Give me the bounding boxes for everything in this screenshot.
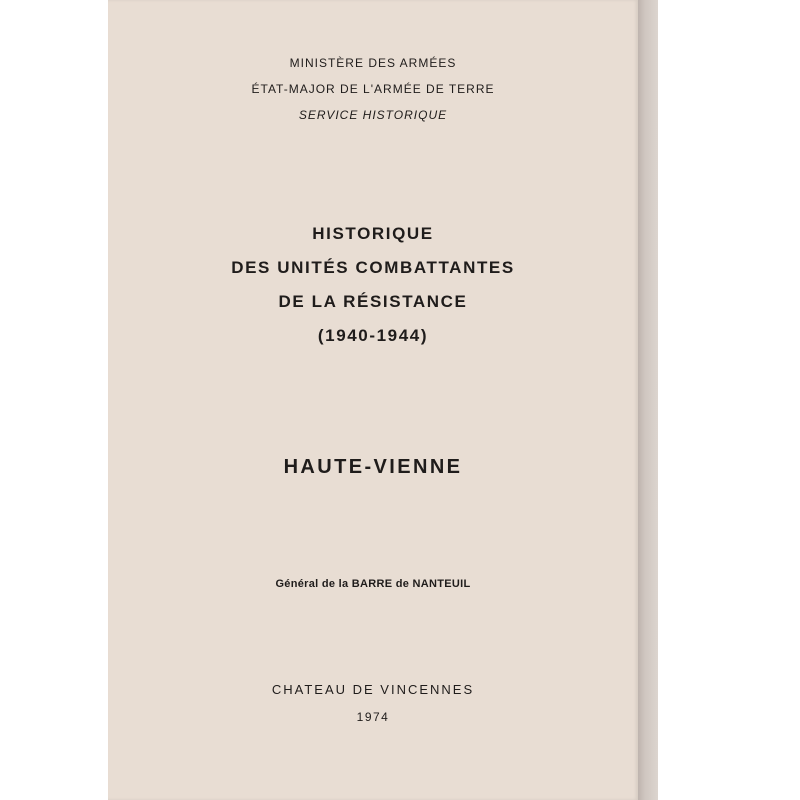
publisher-service: SERVICE HISTORIQUE: [298, 108, 448, 122]
title-dates: (1940-1944): [317, 326, 429, 345]
region-title: HAUTE-VIENNE: [283, 456, 463, 478]
book-page-edge: [636, 0, 658, 800]
title-line-2: DES UNITÉS COMBATTANTES: [231, 258, 515, 277]
imprint-year: 1974: [356, 710, 390, 724]
author-name: Général de la BARRE de NANTEUIL: [275, 578, 471, 590]
book-cover: [108, 0, 638, 800]
title-line-1: HISTORIQUE: [312, 224, 434, 243]
publisher-ministry: MINISTÈRE DES ARMÉES: [289, 56, 457, 70]
title-line-3: DE LA RÉSISTANCE: [278, 292, 468, 311]
publisher-staff: ÉTAT-MAJOR DE L'ARMÉE DE TERRE: [251, 82, 495, 96]
imprint-place: CHATEAU DE VINCENNES: [271, 682, 475, 697]
